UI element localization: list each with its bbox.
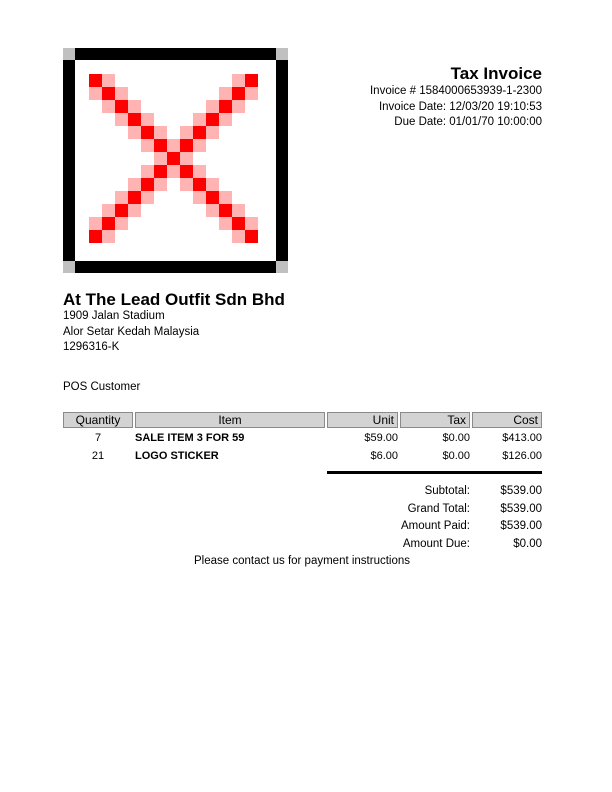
invoice-date: Invoice Date: 12/03/20 19:10:53 (378, 101, 542, 113)
amount-paid-label: Amount Paid: (400, 520, 470, 532)
company-name: At The Lead Outfit Sdn Bhd (63, 290, 285, 309)
document-title: Tax Invoice (450, 64, 542, 83)
amount-due-value: $0.00 (513, 538, 542, 550)
subtotal-label: Subtotal: (424, 485, 470, 497)
row-1-tax: $0.00 (442, 432, 470, 444)
amount-due-label: Amount Due: (402, 538, 470, 550)
row-2-cost: $126.00 (502, 450, 542, 462)
subtotal-value: $539.00 (500, 485, 542, 497)
row-1-item: SALE ITEM 3 FOR 59 (135, 432, 245, 444)
company-address-line2: Alor Setar Kedah Malaysia (63, 326, 200, 338)
invoice-number: Invoice # 1584000653939-1-2300 (369, 85, 542, 97)
amount-paid-value: $539.00 (500, 520, 542, 532)
customer-name: POS Customer (63, 381, 141, 393)
row-2-unit: $6.00 (370, 450, 398, 462)
column-header-tax: Tax (400, 412, 470, 428)
row-1-unit: $59.00 (364, 432, 398, 444)
company-registration: 1296316-K (63, 341, 120, 353)
payment-instructions-note: Please contact us for payment instructions (193, 555, 411, 567)
row-2-quantity: 21 (91, 450, 105, 462)
company-address-line1: 1909 Jalan Stadium (63, 310, 165, 322)
totals-divider (327, 471, 542, 474)
row-2-item: LOGO STICKER (135, 450, 219, 462)
due-date: Due Date: 01/01/70 10:00:00 (394, 116, 542, 128)
row-1-quantity: 7 (94, 432, 102, 444)
broken-image-icon (63, 48, 288, 273)
grand-total-value: $539.00 (500, 503, 542, 515)
column-header-unit: Unit (327, 412, 398, 428)
grand-total-label: Grand Total: (407, 503, 470, 515)
column-header-cost: Cost (472, 412, 542, 428)
column-header-item: Item (135, 412, 325, 428)
row-1-cost: $413.00 (502, 432, 542, 444)
row-2-tax: $0.00 (442, 450, 470, 462)
column-header-quantity: Quantity (63, 412, 133, 428)
